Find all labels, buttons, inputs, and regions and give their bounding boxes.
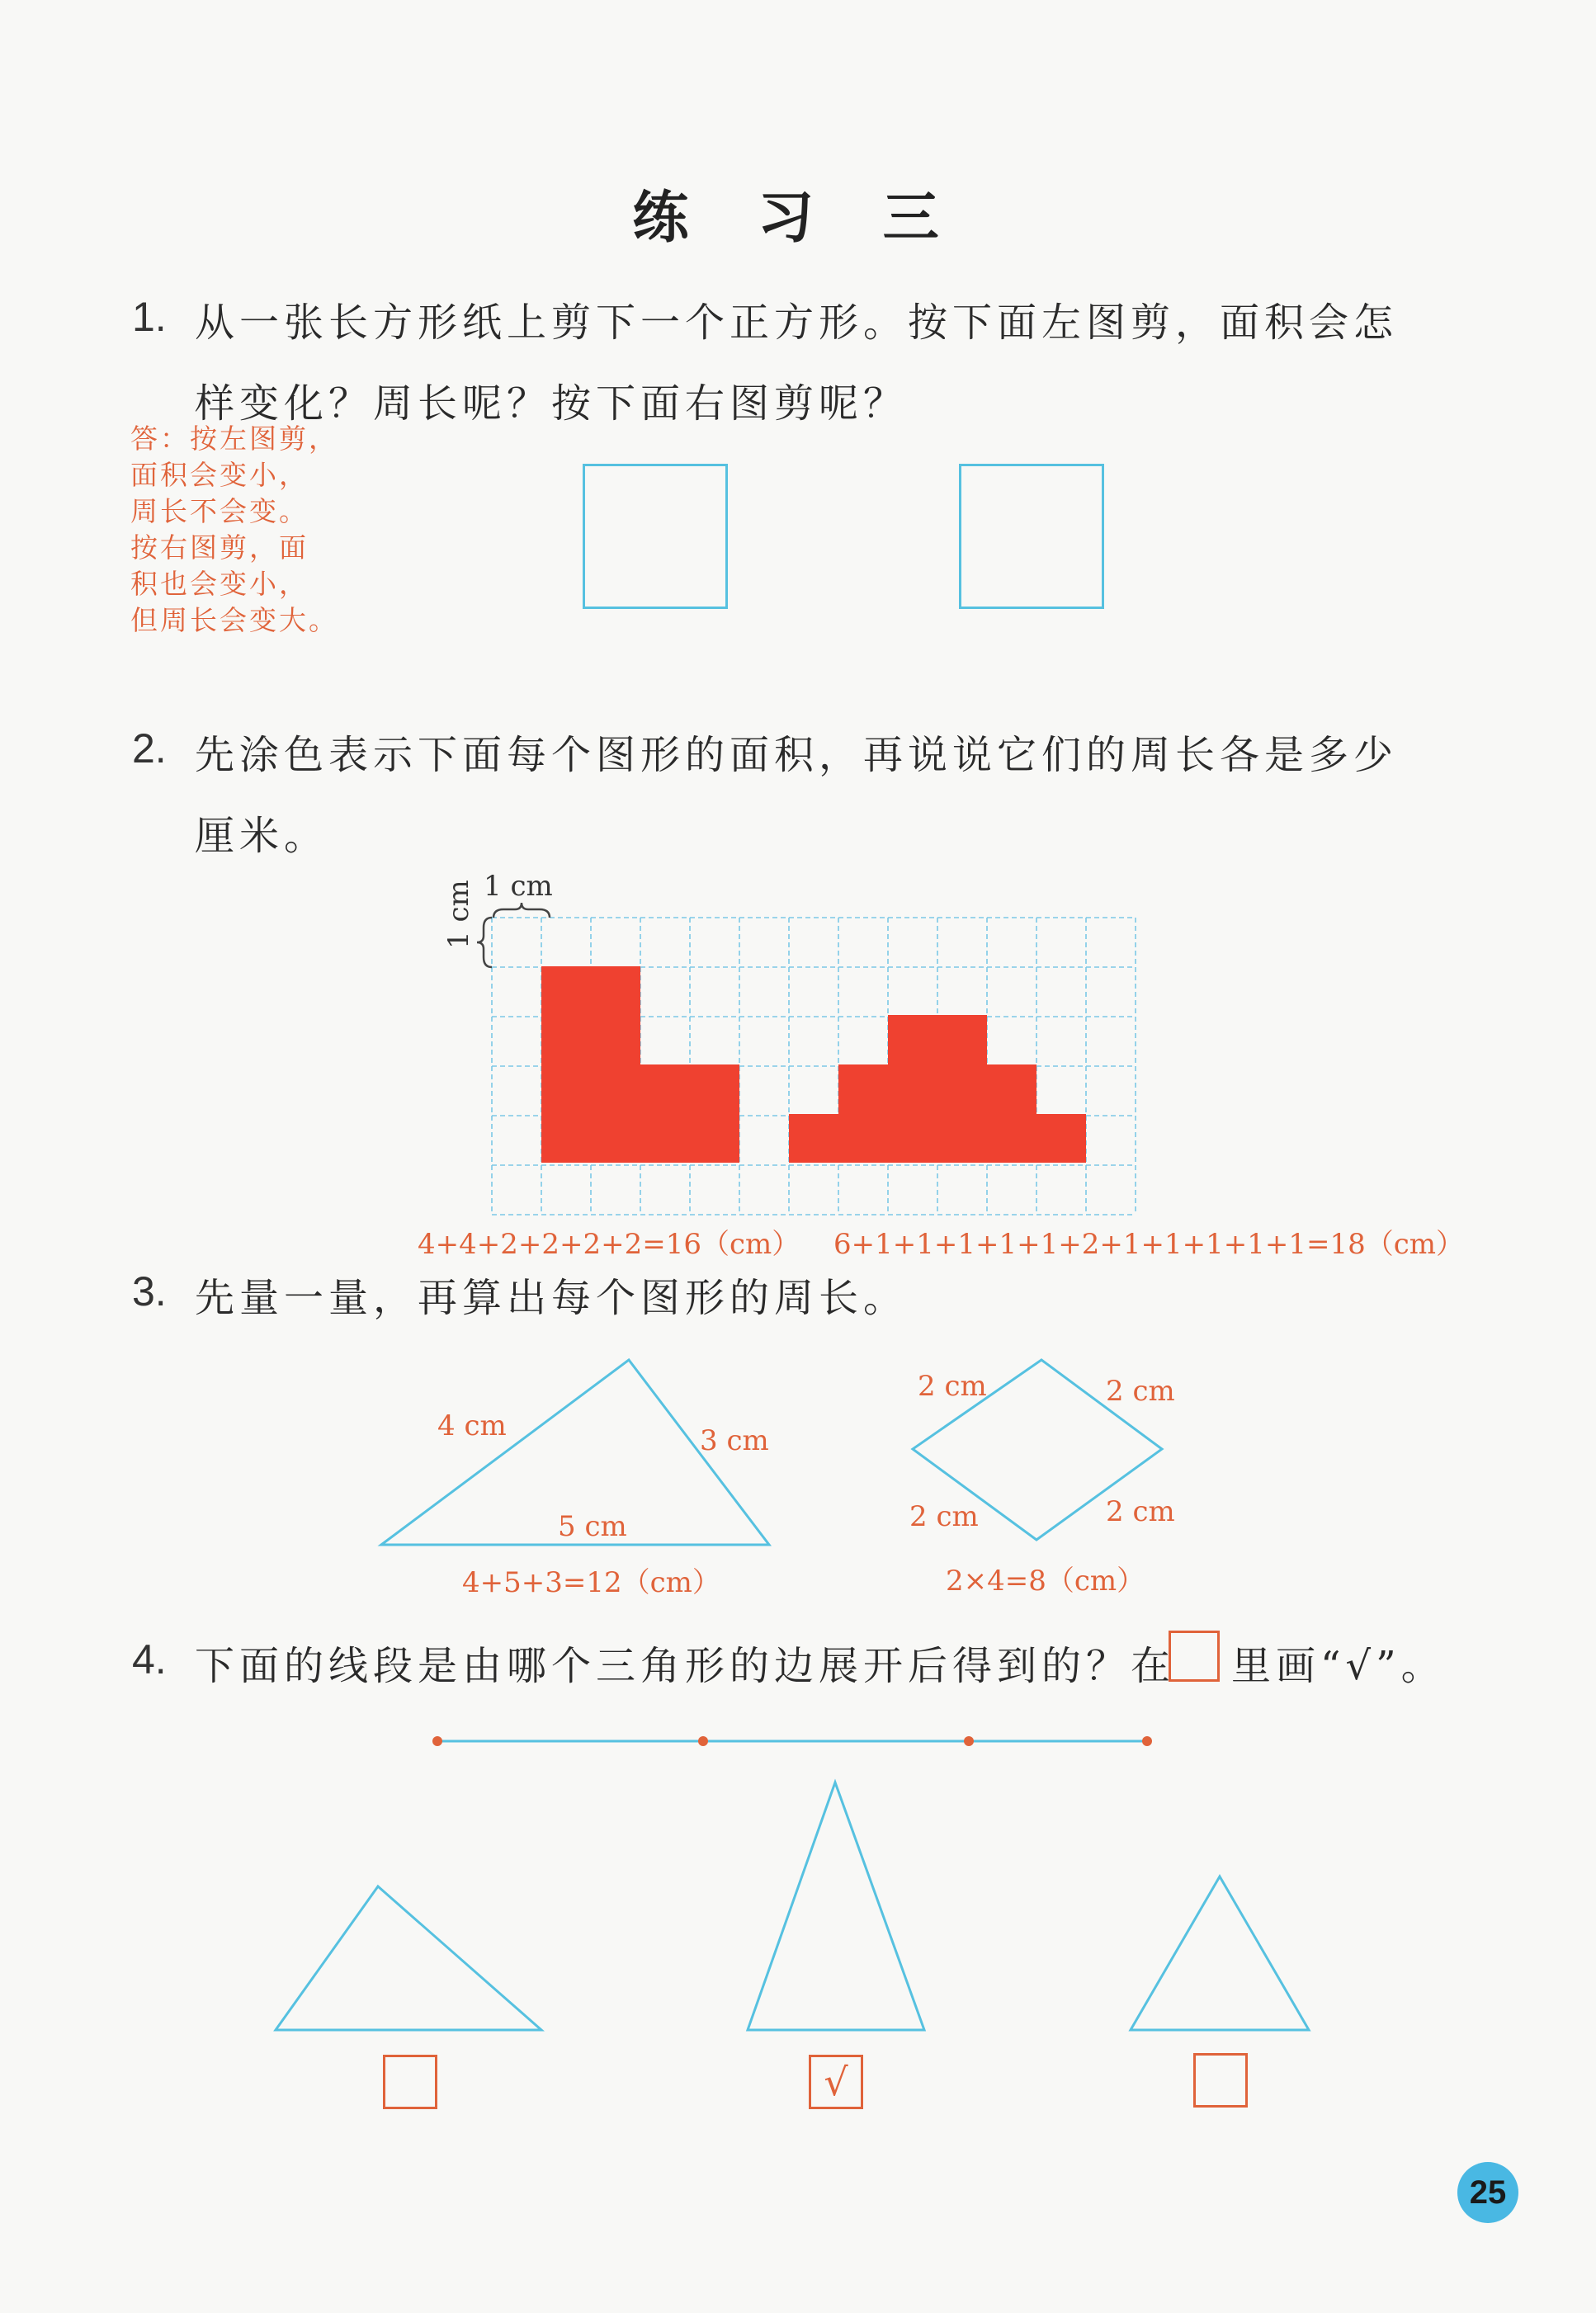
q1-answer-line: 周长不会变。 xyxy=(130,495,309,527)
q2-unit-vertical: 1 cm xyxy=(442,880,475,949)
q3-rhombus-side-br: 2 cm xyxy=(1106,1495,1175,1528)
q2-text-line1: 先涂色表示下面每个图形的面积，再说说它们的周长各是多少 xyxy=(195,732,1399,778)
q2-shape-left xyxy=(541,966,739,1163)
q3-rhombus-side-tl: 2 cm xyxy=(918,1370,987,1403)
q4-checkbox-middle[interactable]: √ xyxy=(809,2055,863,2109)
q1-text-line1: 从一张长方形纸上剪下一个正方形。按下面左图剪，面积会怎 xyxy=(195,300,1399,346)
q3-triangle-side-a: 4 cm xyxy=(437,1409,507,1442)
q1-answer-line: 面积会变小， xyxy=(130,459,309,491)
q1-answer-line: 按右图剪，面 xyxy=(130,531,309,564)
q4-segment-point xyxy=(964,1736,974,1746)
q1-answer-line: 积也会变小， xyxy=(130,568,309,600)
q1-text-line2: 样变化？周长呢？按下面右图剪呢？ xyxy=(195,380,909,427)
q3-rhombus-side-bl: 2 cm xyxy=(909,1500,979,1533)
q3-triangle-answer: 4+5+3=12（cm） xyxy=(462,1566,720,1599)
q4-checkbox-right[interactable] xyxy=(1193,2053,1248,2108)
q4-triangle-middle xyxy=(748,1782,924,2030)
q2-answer-left: 4+4+2+2+2+2=16（cm） xyxy=(418,1228,800,1261)
q2-text-line2: 厘米。 xyxy=(195,813,329,859)
q3-triangle-side-c: 5 cm xyxy=(558,1510,627,1543)
q2-shape-right xyxy=(789,1015,1086,1163)
q4-text-line1: 下面的线段是由哪个三角形的边展开后得到的？在 xyxy=(195,1643,1176,1689)
q4-number: 4. xyxy=(132,1636,167,1683)
q4-segment-point xyxy=(432,1736,442,1746)
q2-unit-horizontal: 1 cm xyxy=(484,870,553,903)
unit-brace-horizontal xyxy=(493,903,550,918)
q1-answer-line: 答：按左图剪， xyxy=(130,422,338,455)
q3-rhombus-side-tr: 2 cm xyxy=(1106,1375,1175,1408)
q1-answer-line: 但周长会变大。 xyxy=(130,604,338,636)
q4-checkbox-left[interactable] xyxy=(383,2055,437,2109)
page-title: 练 习 三 xyxy=(632,186,964,251)
q4-inline-box xyxy=(1169,1631,1220,1682)
q3-text-line1: 先量一量，再算出每个图形的周长。 xyxy=(195,1275,909,1321)
q1-number: 1. xyxy=(132,294,167,340)
q4-triangle-right xyxy=(1131,1876,1309,2030)
q3-rhombus-answer: 2×4=8（cm） xyxy=(946,1565,1145,1598)
page-number-badge: 25 xyxy=(1457,2162,1518,2223)
q2-number: 2. xyxy=(132,725,167,772)
q4-text-tail: 里画“√”。 xyxy=(1231,1643,1446,1689)
q4-segment-point xyxy=(698,1736,708,1746)
q2-answer-right: 6+1+1+1+1+1+2+1+1+1+1+1=18（cm） xyxy=(833,1228,1464,1261)
unit-brace-vertical xyxy=(477,918,492,967)
q4-triangle-left xyxy=(276,1886,541,2030)
q3-number: 3. xyxy=(132,1268,167,1315)
q4-segment-point xyxy=(1142,1736,1152,1746)
q3-triangle-side-b: 3 cm xyxy=(700,1424,769,1457)
